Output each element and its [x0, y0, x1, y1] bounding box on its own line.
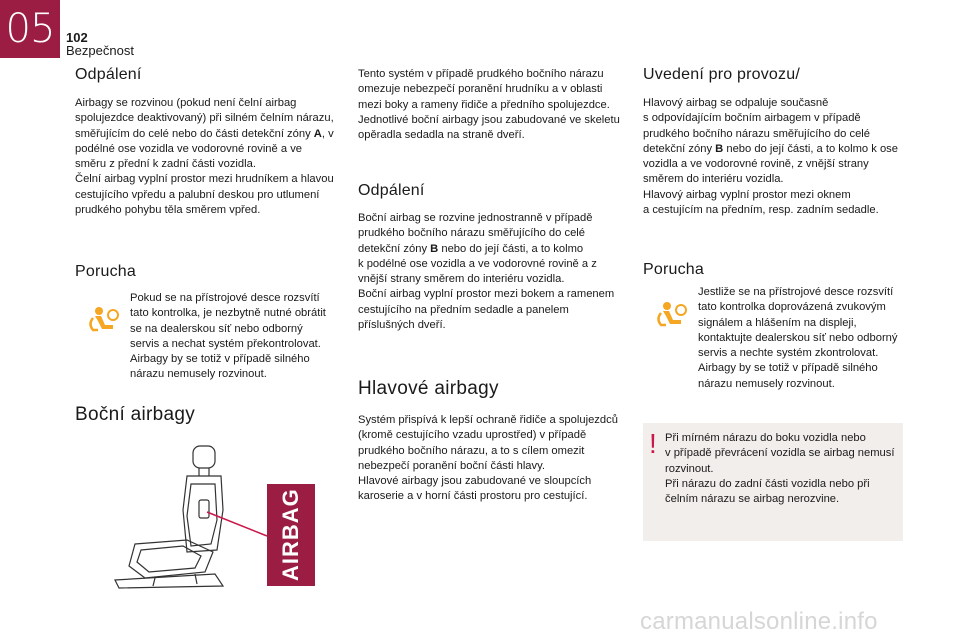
frontal-airbag-deploy-text: Airbagy se rozvinou (pokud není čelní airbag spolujezdce deaktivovaný) při silném čelním nárazu, směřujícím do celé nebo do části detekční zóny A, v podélné ose vozidla ve vodorovné rovině a ve směru z přední k zadní části vozidla. Čelní airbag vyplní prostor mezi hrudníkem a hlavou cestujícího vpředu a palubní deskou pro utlumení prudkého pohybu těla směrem vpřed.: [75, 97, 334, 217]
airbag-warning-icon: [653, 300, 687, 330]
heading-uvedeni-provozu: Uvedení pro provozu/: [643, 66, 800, 83]
side-airbag-intro-text: Tento systém v případě prudkého bočního nárazu omezuje nebezpečí poranění hrudníku a v oblasti mezi boky a rameny řidiče a předního spolujezdce. Jednotlivé boční airbagy jsou zabudované ve skeletu opěradla sedadla na straně dveří.: [358, 68, 620, 142]
head-airbag-deploy-text: Hlavový airbag se odpaluje současně s odpovídajícím bočním airbagem v případě prudkého bočního nárazu směřujícího do celé detekční zóny B nebo do její části, a to kolmo k ose vozidla a ve vodorovné rovině, z vnější strany směrem do interiéru vozidla. Hlavový airbag vyplní prostor mezi oknem a cestujícím na předním, resp. zadním sedadle.: [643, 97, 898, 217]
head-airbag-text: Systém přispívá k lepší ochraně řidiče a spolujezdců (kromě cestujícího vzadu uprostřed) v případě prudkého bočního nárazu, a to s cílem omezit nebezpečí poranění boční části hlavy. Hlavové airbagy jsou zabudované ve sloupcích karoserie a v horní části prostoru pro cestující.: [358, 414, 618, 503]
porucha-frontal-text: Pokud se na přístrojové desce rozsvítí tato kontrolka, je nezbytně nutné obrátit se na dealerskou síť nebo odborný servis a nechat systém překontrolovat. Airbagy by se totiž v případě silného nárazu nemusely rozvinout.: [130, 292, 326, 381]
heading-porucha-side: Porucha: [643, 261, 704, 278]
heading-porucha-frontal: Porucha: [75, 263, 136, 280]
page-number: 102: [66, 30, 88, 45]
heading-odpaleni-frontal: Odpálení: [75, 66, 142, 83]
seat-illustration: [95, 440, 270, 590]
exclamation-icon: !: [649, 428, 657, 459]
heading-odpaleni-side: Odpálení: [358, 182, 425, 199]
porucha-side-text: Jestliže se na přístrojové desce rozsvítí tato kontrolka doprovázená zvukovým signálem a hlášením na displeji, kontaktujte dealerskou síť nebo odborný servis a nechte systém zkontrolovat. Airbagy by se totiž v případě silného nárazu nemusely rozvinout.: [698, 286, 898, 390]
note-text: Při mírném nárazu do boku vozidla nebo v případě převrácení vozidla se airbag nemusí rozvinout. Při nárazu do zadní části vozidla nebo při čelním nárazu se airbag nerozvine.: [665, 432, 895, 506]
watermark: carmanualsonline.info: [640, 608, 878, 635]
airbag-label-text: AIRBAG: [278, 488, 303, 582]
section-title: Bezpečnost: [66, 43, 134, 58]
heading-hlavove-airbagy: Hlavové airbagy: [358, 378, 499, 399]
chapter-number-tab: 05: [0, 0, 60, 58]
heading-bocni-airbagy: Boční airbagy: [75, 404, 196, 425]
side-airbag-deploy-text: Boční airbag se rozvine jednostranně v případě prudkého bočního nárazu směřujícího do celé detekční zóny B nebo do její části, a to kolmo k podélné ose vozidla a ve vodorovné rovině a z vnější strany směrem do interiéru vozidla. Boční airbag vyplní prostor mezi bokem a ramenem cestujícího na předním sedadle a panelem příslušných dveří.: [358, 212, 615, 332]
airbag-warning-icon: [85, 305, 119, 335]
